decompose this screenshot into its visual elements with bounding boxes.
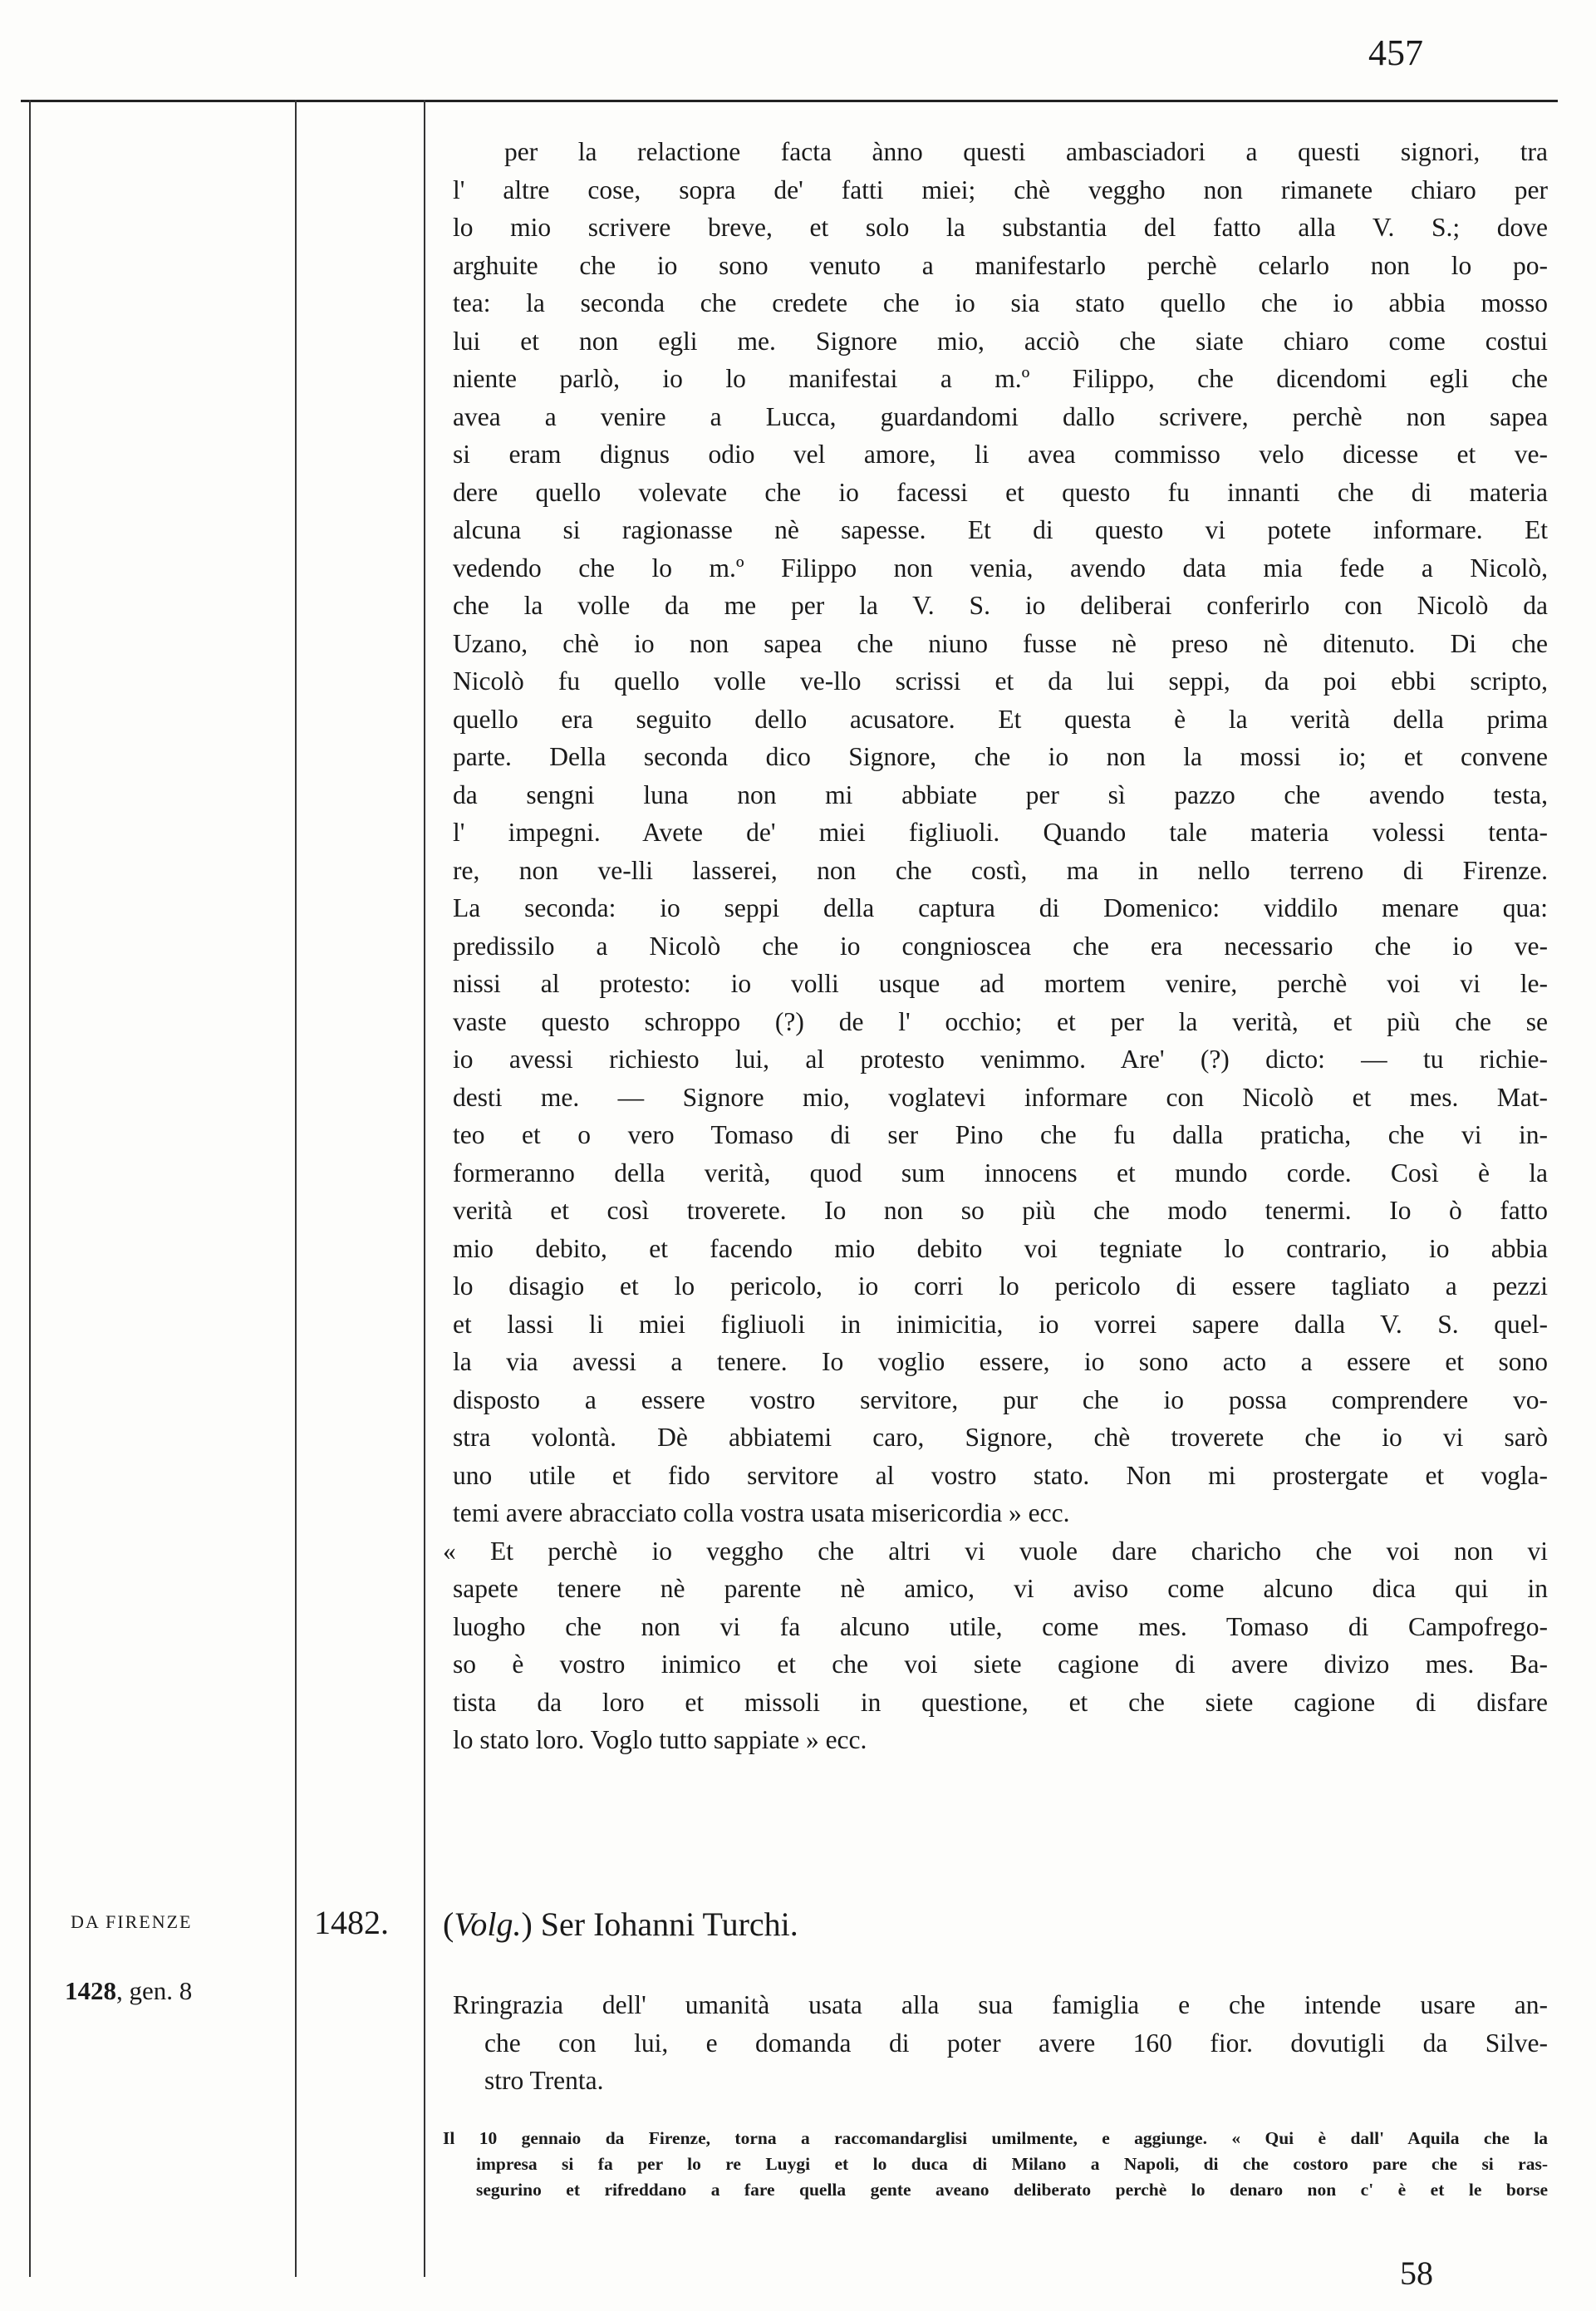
summary-line: che con lui, e domanda di poter avere 160 fior. dovutigli da Silve- bbox=[484, 2028, 1548, 2058]
body-text-line: alcuna si ragionasse nè sapesse. Et di questo vi potete informare. Et bbox=[453, 515, 1548, 544]
number-column-rule bbox=[424, 100, 425, 2277]
heading-prefix: ( bbox=[443, 1905, 454, 1943]
body-text-line: verità et così troverete. Io non so più che modo tenermi. Io ò fatto bbox=[453, 1196, 1548, 1225]
body-text-line: tista da loro et missoli in questione, et che siete cagione di disfare bbox=[453, 1687, 1548, 1717]
footnote-line: segurino et rifreddano a fare quella gente aveano deliberato perchè lo denaro non c' è et le borse bbox=[476, 2180, 1548, 2200]
summary-line: Rringrazia dell' umanità usata alla sua famiglia e che intende usare an- bbox=[453, 1990, 1548, 2019]
margin-place: DA FIRENZE bbox=[71, 1911, 193, 1932]
body-text-line: parte. Della seconda dico Signore, che io non la mossi io; et convene bbox=[453, 742, 1548, 771]
body-text-line: da sengni luna non mi abbiate per sì pazzo che avendo testa, bbox=[453, 779, 1548, 809]
body-text-line: lo mio scrivere breve, et solo la substantia del fatto alla V. S.; dove bbox=[453, 213, 1548, 242]
body-text-line: Uzano, chè io non sapea che niuno fusse nè preso nè ditenuto. Di che bbox=[453, 628, 1548, 658]
margin-date-year: 1428 bbox=[65, 1976, 116, 2005]
body-text-line: sapete tenere nè parente nè amico, vi aviso come alcuno dica qui in bbox=[453, 1574, 1548, 1603]
body-text-line: temi avere abracciato colla vostra usata misericordia » ecc. bbox=[453, 1498, 1070, 1527]
body-text-line: lo disagio et lo pericolo, io corri lo pericolo di essere tagliato a pezzi bbox=[453, 1271, 1548, 1301]
document-heading bbox=[443, 1905, 798, 1944]
body-text-line: io avessi richiesto lui, al protesto venimmo. Are' (?) dicto: — tu richie- bbox=[453, 1045, 1548, 1074]
body-text-line: niente parlò, io lo manifestai a m.º Filippo, che dicendomi egli che bbox=[453, 364, 1548, 393]
heading-sender: ) Ser Iohanni Turchi. bbox=[521, 1905, 798, 1943]
margin-date-rest: , gen. 8 bbox=[116, 1976, 193, 2005]
signature-number: 58 bbox=[1400, 2254, 1433, 2292]
body-text-line: nissi al protesto: io volli usque ad mortem venire, perchè voi vi le- bbox=[453, 969, 1548, 998]
body-text-line: teo et o vero Tomaso di ser Pino che fu dalla praticha, che vi in- bbox=[453, 1120, 1548, 1149]
body-text-line: per la relactione facta ànno questi ambasciadori a questi signori, tra bbox=[504, 137, 1548, 166]
body-text-line: tea: la seconda che credete che io sia stato quello che io abbia mosso bbox=[453, 288, 1548, 317]
body-text-line: che la volle da me per la V. S. io deliberai conferirlo con Nicolò da bbox=[453, 591, 1548, 620]
margin-date bbox=[65, 1976, 192, 2006]
page-number: 457 bbox=[1368, 32, 1423, 73]
body-text-line: re, non ve-lli lasserei, non che costì, ma in nello terreno di Firenze. bbox=[453, 855, 1548, 885]
body-text-line: mio debito, et facendo mio debito voi tegniate lo contrario, io abbia bbox=[453, 1233, 1548, 1263]
heading-volg: Volg. bbox=[454, 1905, 522, 1943]
header-rule bbox=[21, 100, 1558, 102]
body-text-line: l' impegni. Avete de' miei figliuoli. Quando tale materia volessi tenta- bbox=[453, 818, 1548, 847]
body-text-line: arghuite che io sono venuto a manifestarlo perchè celarlo non lo po- bbox=[453, 250, 1548, 280]
body-text-line: so è vostro inimico et che voi siete cagione di avere divizo mes. Ba- bbox=[453, 1650, 1548, 1679]
body-text-line: disposto a essere vostro servitore, pur che io possa comprendere vo- bbox=[453, 1384, 1548, 1414]
body-text-line: formeranno della verità, quod sum innocens et mundo corde. Così è la bbox=[453, 1158, 1548, 1187]
body-text-line: et lassi li miei figliuoli in inimicitia, io vorrei sapere dalla V. S. quel- bbox=[453, 1309, 1548, 1339]
document-summary bbox=[453, 1986, 1548, 2100]
document-number: 1482. bbox=[314, 1904, 389, 1941]
footnote bbox=[443, 2126, 1548, 2203]
summary-line: stro Trenta. bbox=[484, 2066, 604, 2095]
body-text-line: l' altre cose, sopra de' fatti miei; chè veggho non rimanete chiaro per bbox=[453, 175, 1548, 204]
footnote-line: impresa si fa per lo re Luygi et lo duca di Milano a Napoli, di che costoro pare che si ras- bbox=[476, 2154, 1548, 2174]
body-text-line: quello era seguito dello acusatore. Et questa è la verità della prima bbox=[453, 704, 1548, 734]
body-text-line: La seconda: io seppi della captura di Domenico: viddilo menare qua: bbox=[453, 893, 1548, 922]
outer-column-rule bbox=[29, 100, 31, 2277]
body-text-line: « Et perchè io veggho che altri vi vuole dare charicho che voi non vi bbox=[443, 1536, 1548, 1566]
body-text-line: vaste questo schroppo (?) de l' occhio; et per la verità, et più che se bbox=[453, 1006, 1548, 1036]
letter-body bbox=[443, 133, 1548, 1759]
body-text-line: la via avessi a tenere. Io voglio essere, io sono acto a essere et sono bbox=[453, 1347, 1548, 1376]
body-text-line: luogho che non vi fa alcuno utile, come mes. Tomaso di Campofrego- bbox=[453, 1611, 1548, 1641]
body-text-line: dere quello volevate che io facessi et questo fu innanti che di materia bbox=[453, 477, 1548, 507]
body-text-line: desti me. — Signore mio, voglatevi informare con Nicolò et mes. Mat- bbox=[453, 1082, 1548, 1112]
body-text-line: lui et non egli me. Signore mio, acciò che siate chiaro come costui bbox=[453, 326, 1548, 356]
body-text-line: lo stato loro. Voglo tutto sappiate » ecc. bbox=[453, 1725, 867, 1754]
body-text-line: Nicolò fu quello volle ve-llo scrissi et da lui seppi, da poi ebbi scripto, bbox=[453, 666, 1548, 696]
body-text-line: vedendo che lo m.º Filippo non venia, avendo data mia fede a Nicolò, bbox=[453, 553, 1548, 583]
body-text-line: uno utile et fido servitore al vostro stato. Non mi prostergate et vogla- bbox=[453, 1460, 1548, 1490]
body-text-line: stra volontà. Dè abbiatemi caro, Signore, chè troverete che io vi sarò bbox=[453, 1423, 1548, 1452]
footnote-line: Il 10 gennaio da Firenze, torna a raccomandarglisi umilmente, e aggiunge. « Qui è dall' Aquila che la bbox=[443, 2128, 1548, 2148]
body-text-line: predissilo a Nicolò che io congnioscea che era necessario che io ve- bbox=[453, 931, 1548, 961]
body-text-line: avea a venire a Lucca, guardandomi dallo scrivere, perchè non sapea bbox=[453, 401, 1548, 431]
body-text-line: si eram dignus odio vel amore, li avea commisso velo dicesse et ve- bbox=[453, 440, 1548, 469]
margin-column-rule bbox=[295, 100, 297, 2277]
